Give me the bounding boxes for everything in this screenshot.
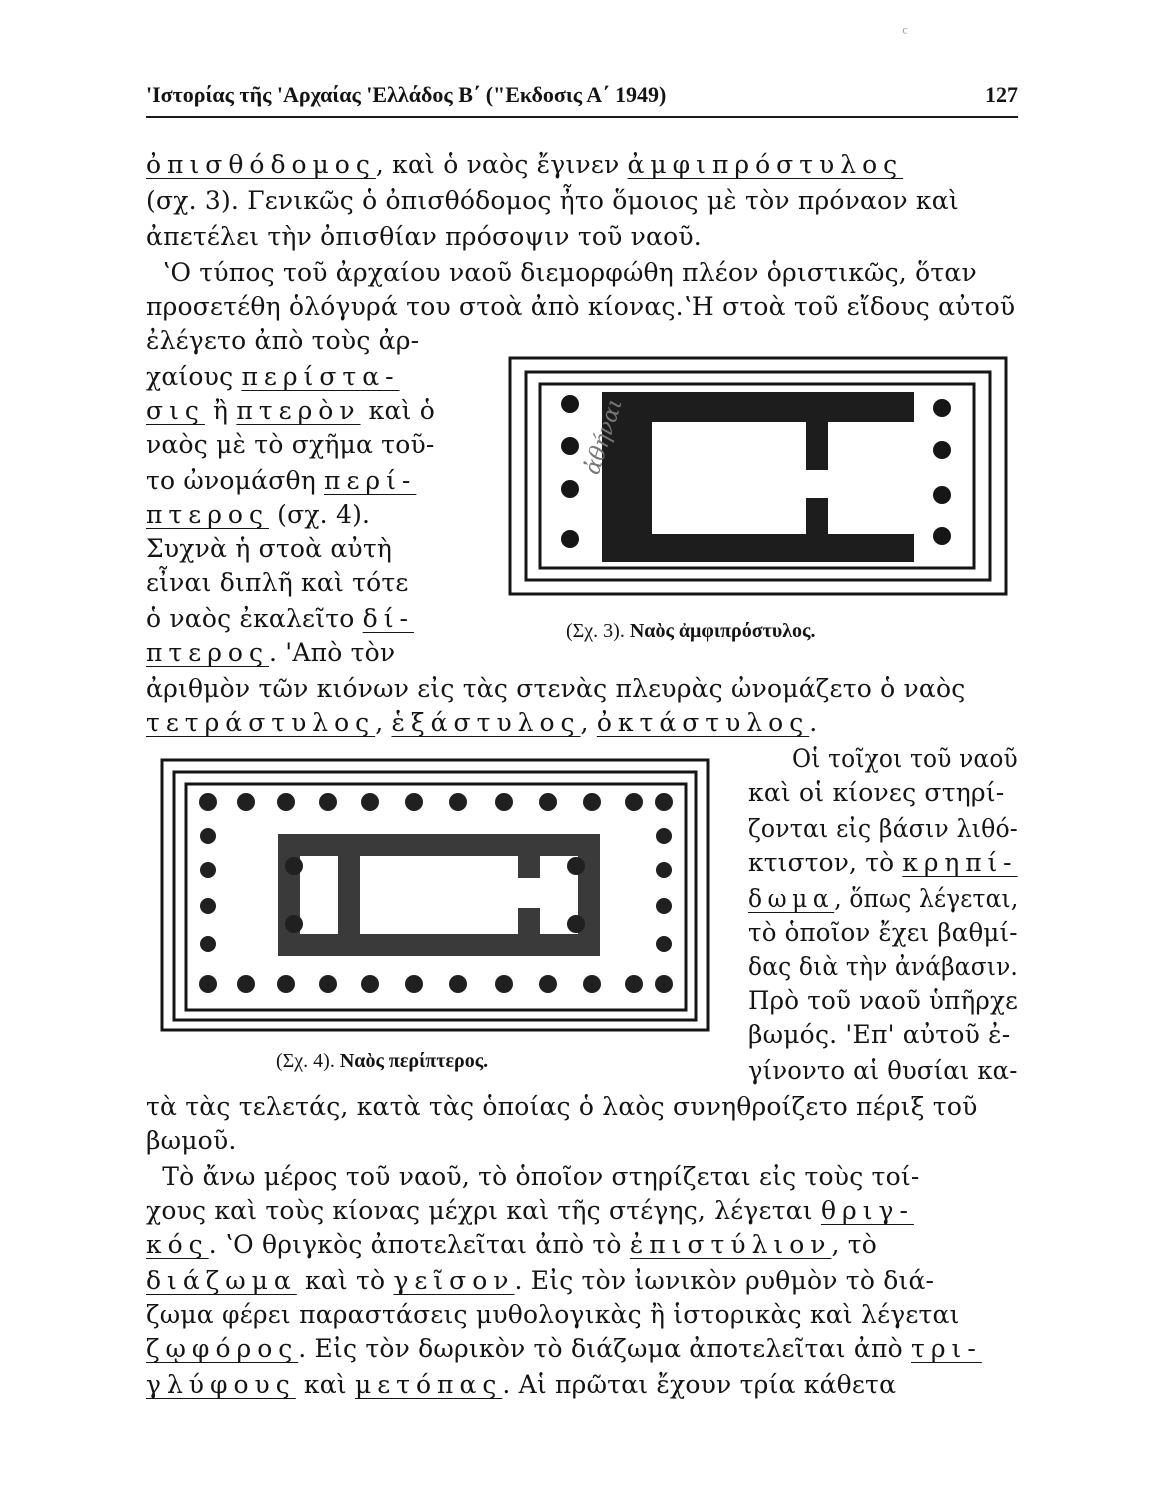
text-line: ζωμα φέρει παραστάσεις μυθολογικὰς ἢ ἱστορικὰς καὶ λέγεται xyxy=(146,1300,960,1329)
header-rule xyxy=(146,116,1018,118)
text-line: πτερος (σχ. 4). xyxy=(146,500,371,529)
text-line: καὶ οἱ κίονες στηρί- xyxy=(748,778,1005,807)
text-line: γίνοντο αἱ θυσίαι κα- xyxy=(748,1056,1018,1085)
figure-4-caption: (Σχ. 4). Ναὸς περίπτερος. xyxy=(276,1050,489,1072)
text-line: κός. ʽΟ θριγκὸς ἀποτελεῖται ἀπὸ τὸ ἐπιστύλιον, τὸ xyxy=(146,1230,878,1259)
pencil-annotation: ἀθήναι xyxy=(580,395,628,478)
figure-3-caption: (Σχ. 3). Ναὸς ἀμφιπρόστυλος. xyxy=(566,620,816,642)
text-line: δωμα, ὅπως λέγεται, xyxy=(748,884,1019,913)
inner-stylobate xyxy=(186,784,686,1010)
running-header xyxy=(146,82,1018,116)
text-line: ʽΟ τύπος τοῦ ἀρχαίου ναοῦ διεμορφώθη πλέον ὁριστικῶς, ὅταν xyxy=(146,258,977,287)
text-line: γλύφους καὶ μετόπας. Αἱ πρῶται ἔχουν τρία κάθετα xyxy=(146,1370,897,1399)
text-line: διάζωμα καὶ τὸ γεῖσον. Εἰς τὸν ἰωνικὸν ρυθμὸν τὸ διά- xyxy=(146,1266,935,1295)
text-line: Τὸ ἄνω μέρος τοῦ ναοῦ, τὸ ὁποῖον στηρίζεται εἰς τοὺς τοί- xyxy=(146,1162,920,1191)
header-title: 'Ιστορίας τῆς 'Αρχαίας 'Ελλάδος Β΄ ("Εκδοσις Α΄ 1949) xyxy=(146,82,667,107)
text-line: Συχνὰ ἡ στοὰ αὐτὴ xyxy=(146,534,393,563)
figure-4-peripteral-plan xyxy=(160,758,710,1038)
text-line: χαίους περίστα- xyxy=(146,362,400,391)
figure-3-amphiprostyle-plan xyxy=(508,356,1008,600)
text-line: ναὸς μὲ τὸ σχῆμα τοῦ- xyxy=(146,430,435,459)
page-number: 127 xyxy=(985,82,1018,107)
text-line: βωμός. 'Επ' αὐτοῦ ἐ- xyxy=(748,1020,1011,1049)
text-line: ὁ ναὸς ἐκαλεῖτο δί- xyxy=(146,604,414,633)
text-line: Οἱ τοῖχοι τοῦ ναοῦ xyxy=(792,744,1018,773)
text-line: πτερος. 'Απὸ τὸν xyxy=(146,638,396,667)
columns xyxy=(199,793,673,993)
text-line: ὀπισθόδομος, καὶ ὁ ναὸς ἔγινεν ἀμφιπρόστυλος xyxy=(146,150,904,179)
text-line: ζονται εἰς βάσιν λιθό- xyxy=(748,814,1018,843)
text-line: τετράστυλος, ἑξάστυλος, ὀκτάστυλος. xyxy=(146,708,818,737)
text-line: ἐλέγετο ἀπὸ τοὺς ἀρ- xyxy=(146,326,420,355)
text-line: ἀριθμὸν τῶν κιόνων εἰς τὰς στενὰς πλευρὰς ὠνομάζετο ὁ ναὸς xyxy=(146,674,966,703)
text-line: βωμοῦ. xyxy=(146,1126,237,1155)
text-line: δας διὰ τὴν ἀνάβασιν. xyxy=(748,952,1019,981)
text-line: Πρὸ τοῦ ναοῦ ὑπῆρχε xyxy=(748,986,1019,1015)
text-line: τὰ τὰς τελετάς, κατὰ τὰς ὁποίας ὁ λαὸς συνηθροίζετο πέριξ τοῦ xyxy=(146,1092,978,1121)
cella-walls xyxy=(278,834,600,956)
text-line: χους καὶ τοὺς κίονας μέχρι καὶ τῆς στέγης, λέγεται θριγ- xyxy=(146,1196,914,1225)
text-line: τὸ ὁποῖον ἔχει βαθμί- xyxy=(748,918,1018,947)
text-line: (σχ. 3). Γενικῶς ὁ ὀπισθόδομος ἦτο ὅμοιος μὲ τὸν πρόναον καὶ xyxy=(146,186,959,215)
text-line: ἀπετέλει τὴν ὀπισθίαν πρόσοψιν τοῦ ναοῦ. xyxy=(146,222,702,251)
text-line: ζῳφόρος. Εἰς τὸν δωρικὸν τὸ διάζωμα ἀποτελεῖται ἀπὸ τρι- xyxy=(146,1334,982,1363)
text-line: προσετέθη ὁλόγυρά του στοὰ ἀπὸ κίονας.ʽΗ στοὰ τοῦ εἴδους αὐτοῦ xyxy=(146,292,1016,321)
text-line: κτιστον, τὸ κρηπί- xyxy=(748,848,1018,877)
text-line: σις ἢ πτερὸν καὶ ὁ xyxy=(146,396,435,425)
text-line: το ὠνομάσθη περί- xyxy=(146,466,417,495)
text-line: εἶναι διπλῆ καὶ τότε xyxy=(146,568,409,597)
cella-walls xyxy=(602,392,914,562)
